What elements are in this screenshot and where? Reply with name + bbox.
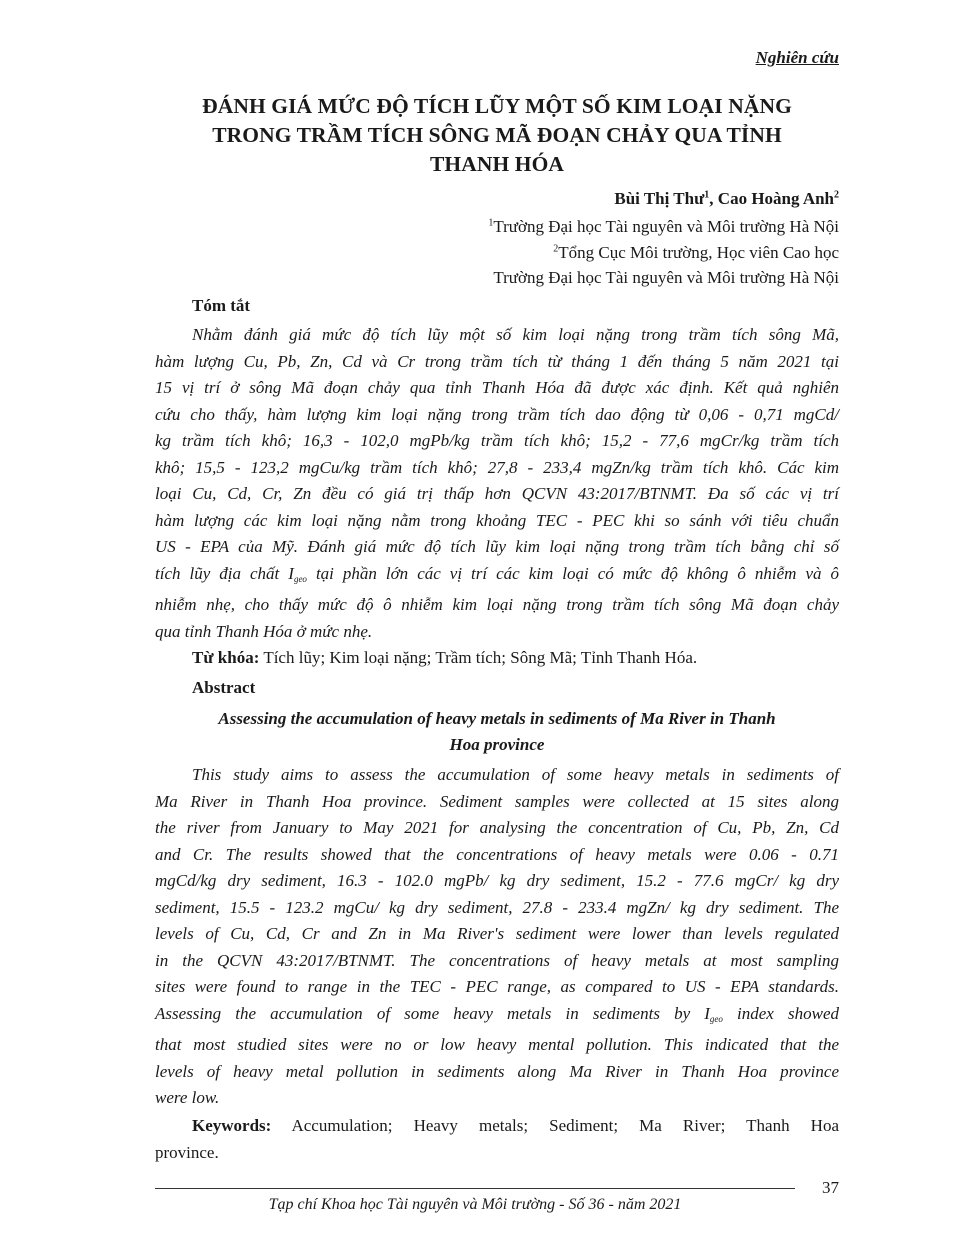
affiliation-3: Trường Đại học Tài nguyên và Môi trường Hà Nội (493, 268, 839, 287)
abstract-line: the river from January to May 2021 for analysing the concentration of Cu, Pb, Zn, Cd (155, 818, 839, 837)
summary-line: kg trầm tích khô; 16,3 - 102,0 mgPb/kg trầm tích khô; 15,2 - 77,6 mgCr/kg trầm tích (155, 431, 839, 450)
english-title-line: Hoa province (449, 735, 545, 754)
abstract-line: and Cr. The results showed that the concentrations of heavy metals were 0.06 - 0.71 (155, 844, 839, 864)
title-line: THANH HÓA (429, 152, 565, 176)
title-line: TRONG TRẦM TÍCH SÔNG MÃ ĐOẠN CHẢY QUA TỈNH (212, 123, 782, 147)
abstract-line: mgCd/kg dry sediment, 16.3 - 102.0 mgPb/ kg dry sediment, 15.2 - 77.6 mgCr/ kg dry (155, 871, 839, 890)
affiliation-1-text: Trường Đại học Tài nguyên và Môi trường Hà Nội (493, 217, 839, 236)
author-1-mark: 1 (704, 189, 710, 201)
author-2-mark: 2 (834, 189, 839, 201)
abstract-line: levels of heavy metal pollution in sediments along Ma River in Thanh Hoa province (155, 1061, 839, 1081)
summary-heading: Tóm tắt (192, 296, 251, 315)
author-2: Cao Hoàng Anh (717, 189, 834, 208)
affiliation-2 (553, 243, 839, 263)
abstract-heading: Abstract (192, 678, 256, 697)
abstract-line: Ma River in Thanh Hoa province. Sediment samples were collected at 15 sites along (155, 791, 839, 811)
keywords-vn (192, 648, 697, 668)
abstract-en (155, 762, 839, 1112)
igeo-subscript: geo (293, 573, 307, 584)
abstract-line: that most studied sites were no or low heavy mental pollution. This indicated that the (155, 1035, 839, 1054)
footer-rule (155, 1188, 795, 1189)
abstract-line: sediment, 15.5 - 123.2 mgCu/ kg dry sediment, 27.8 - 233.4 mgZn/ kg dry sediment. The (155, 897, 839, 917)
authors (614, 189, 839, 209)
summary-line: 15 vị trí ở sông Mã đoạn chảy qua tỉnh Thanh Hóa đã được xác định. Kết quả nghiên (155, 378, 839, 397)
affiliation-1-mark: 1 (488, 217, 494, 229)
author-separator: , (709, 189, 718, 208)
abstract-line: levels of Cu, Cd, Cr and Zn in Ma River's sediment were lower than levels regulated (155, 924, 839, 943)
affiliation-2-text: Tổng Cục Môi trường, Học viên Cao học (558, 243, 839, 262)
keywords-en-line: province. (155, 1142, 219, 1162)
igeo-subscript: geo (709, 1013, 723, 1024)
author-1: Bùi Thị Thư (614, 189, 705, 208)
abstract-line: were low. (155, 1088, 220, 1107)
keywords-vn-text: Tích lũy; Kim loại nặng; Trầm tích; Sông Mã; Tỉnh Thanh Hóa. (259, 648, 698, 667)
english-title-line: Assessing the accumulation of heavy metals in sediments of Ma River in Thanh (218, 709, 776, 728)
affiliation-2-mark: 2 (553, 243, 559, 255)
summary-line: hàm lượng các kim loại nặng nằm trong khoảng TEC - PEC khi so sánh với tiêu chuẩn (155, 510, 839, 530)
english-title (155, 706, 839, 758)
page-number: 37 (822, 1178, 839, 1197)
affiliation-1 (488, 217, 839, 237)
abstract-line-part: Assessing the accumulation of some heavy metals in sediments by I (155, 1003, 710, 1023)
summary-line-part: tích lũy địa chất I (155, 563, 294, 583)
keywords-en-line (155, 1113, 839, 1140)
paper-page (155, 0, 839, 1254)
abstract-line: in the QCVN 43:2017/BTNMT. The concentrations of heavy metals at most sampling (155, 950, 839, 970)
abstract-line (155, 1001, 839, 1033)
summary-line (155, 561, 839, 593)
summary-line: hàm lượng Cu, Pb, Zn, Cd và Cr trong trầm tích từ tháng 1 đến tháng 5 năm 2021 tại (155, 351, 839, 371)
summary-line: qua tỉnh Thanh Hóa ở mức nhẹ. (155, 621, 373, 641)
keywords-en-text: Accumulation; Heavy metals; Sediment; Ma River; Thanh Hoa (271, 1116, 839, 1135)
journal-footer: Tạp chí Khoa học Tài nguyên và Môi trường - Số 36 - năm 2021 (268, 1196, 682, 1213)
summary-line: khô; 15,5 - 123,2 mgCu/kg trầm tích khô; 27,8 - 233,4 mgZn/kg trầm tích khô. Các kim (155, 457, 839, 477)
summary-line: nhiễm nhẹ, cho thấy mức độ ô nhiễm kim loại nặng trong trầm tích sông Mã đoạn chảy (155, 595, 839, 614)
keywords-vn-label: Từ khóa: (192, 648, 260, 667)
paper-title (155, 92, 839, 179)
summary-line: US - EPA của Mỹ. Đánh giá mức độ tích lũy kim loại nặng trong trầm tích bằng chỉ số (155, 537, 839, 556)
summary-line: loại Cu, Cd, Cr, Zn đều có giá trị thấp hơn QCVN 43:2017/BTNMT. Đa số các vị trí (155, 484, 839, 503)
abstract-line: This study aims to assess the accumulation of some heavy metals in sediments of (192, 765, 839, 784)
summary-line: Nhằm đánh giá mức độ tích lũy một số kim loại nặng trong trầm tích sông Mã, (192, 325, 839, 344)
summary-line: cứu cho thấy, hàm lượng kim loại nặng trong trầm tích dao động từ 0,06 - 0,71 mgCd/ (155, 404, 839, 424)
title-line: ĐÁNH GIÁ MỨC ĐỘ TÍCH LŨY MỘT SỐ KIM LOẠI NẶNG (202, 94, 792, 118)
keywords-en-label: Keywords: (192, 1116, 272, 1135)
section-tag: Nghiên cứu (755, 48, 839, 67)
summary-vn (155, 322, 839, 645)
summary-line-part: tại phần lớn các vị trí các kim loại có mức độ không ô nhiễm và ô (306, 563, 839, 583)
abstract-line-part: index showed (722, 1003, 839, 1023)
abstract-line: sites were found to range in the TEC - PEC range, as compared to US - EPA standards. (155, 977, 839, 996)
keywords-en (155, 1113, 839, 1166)
